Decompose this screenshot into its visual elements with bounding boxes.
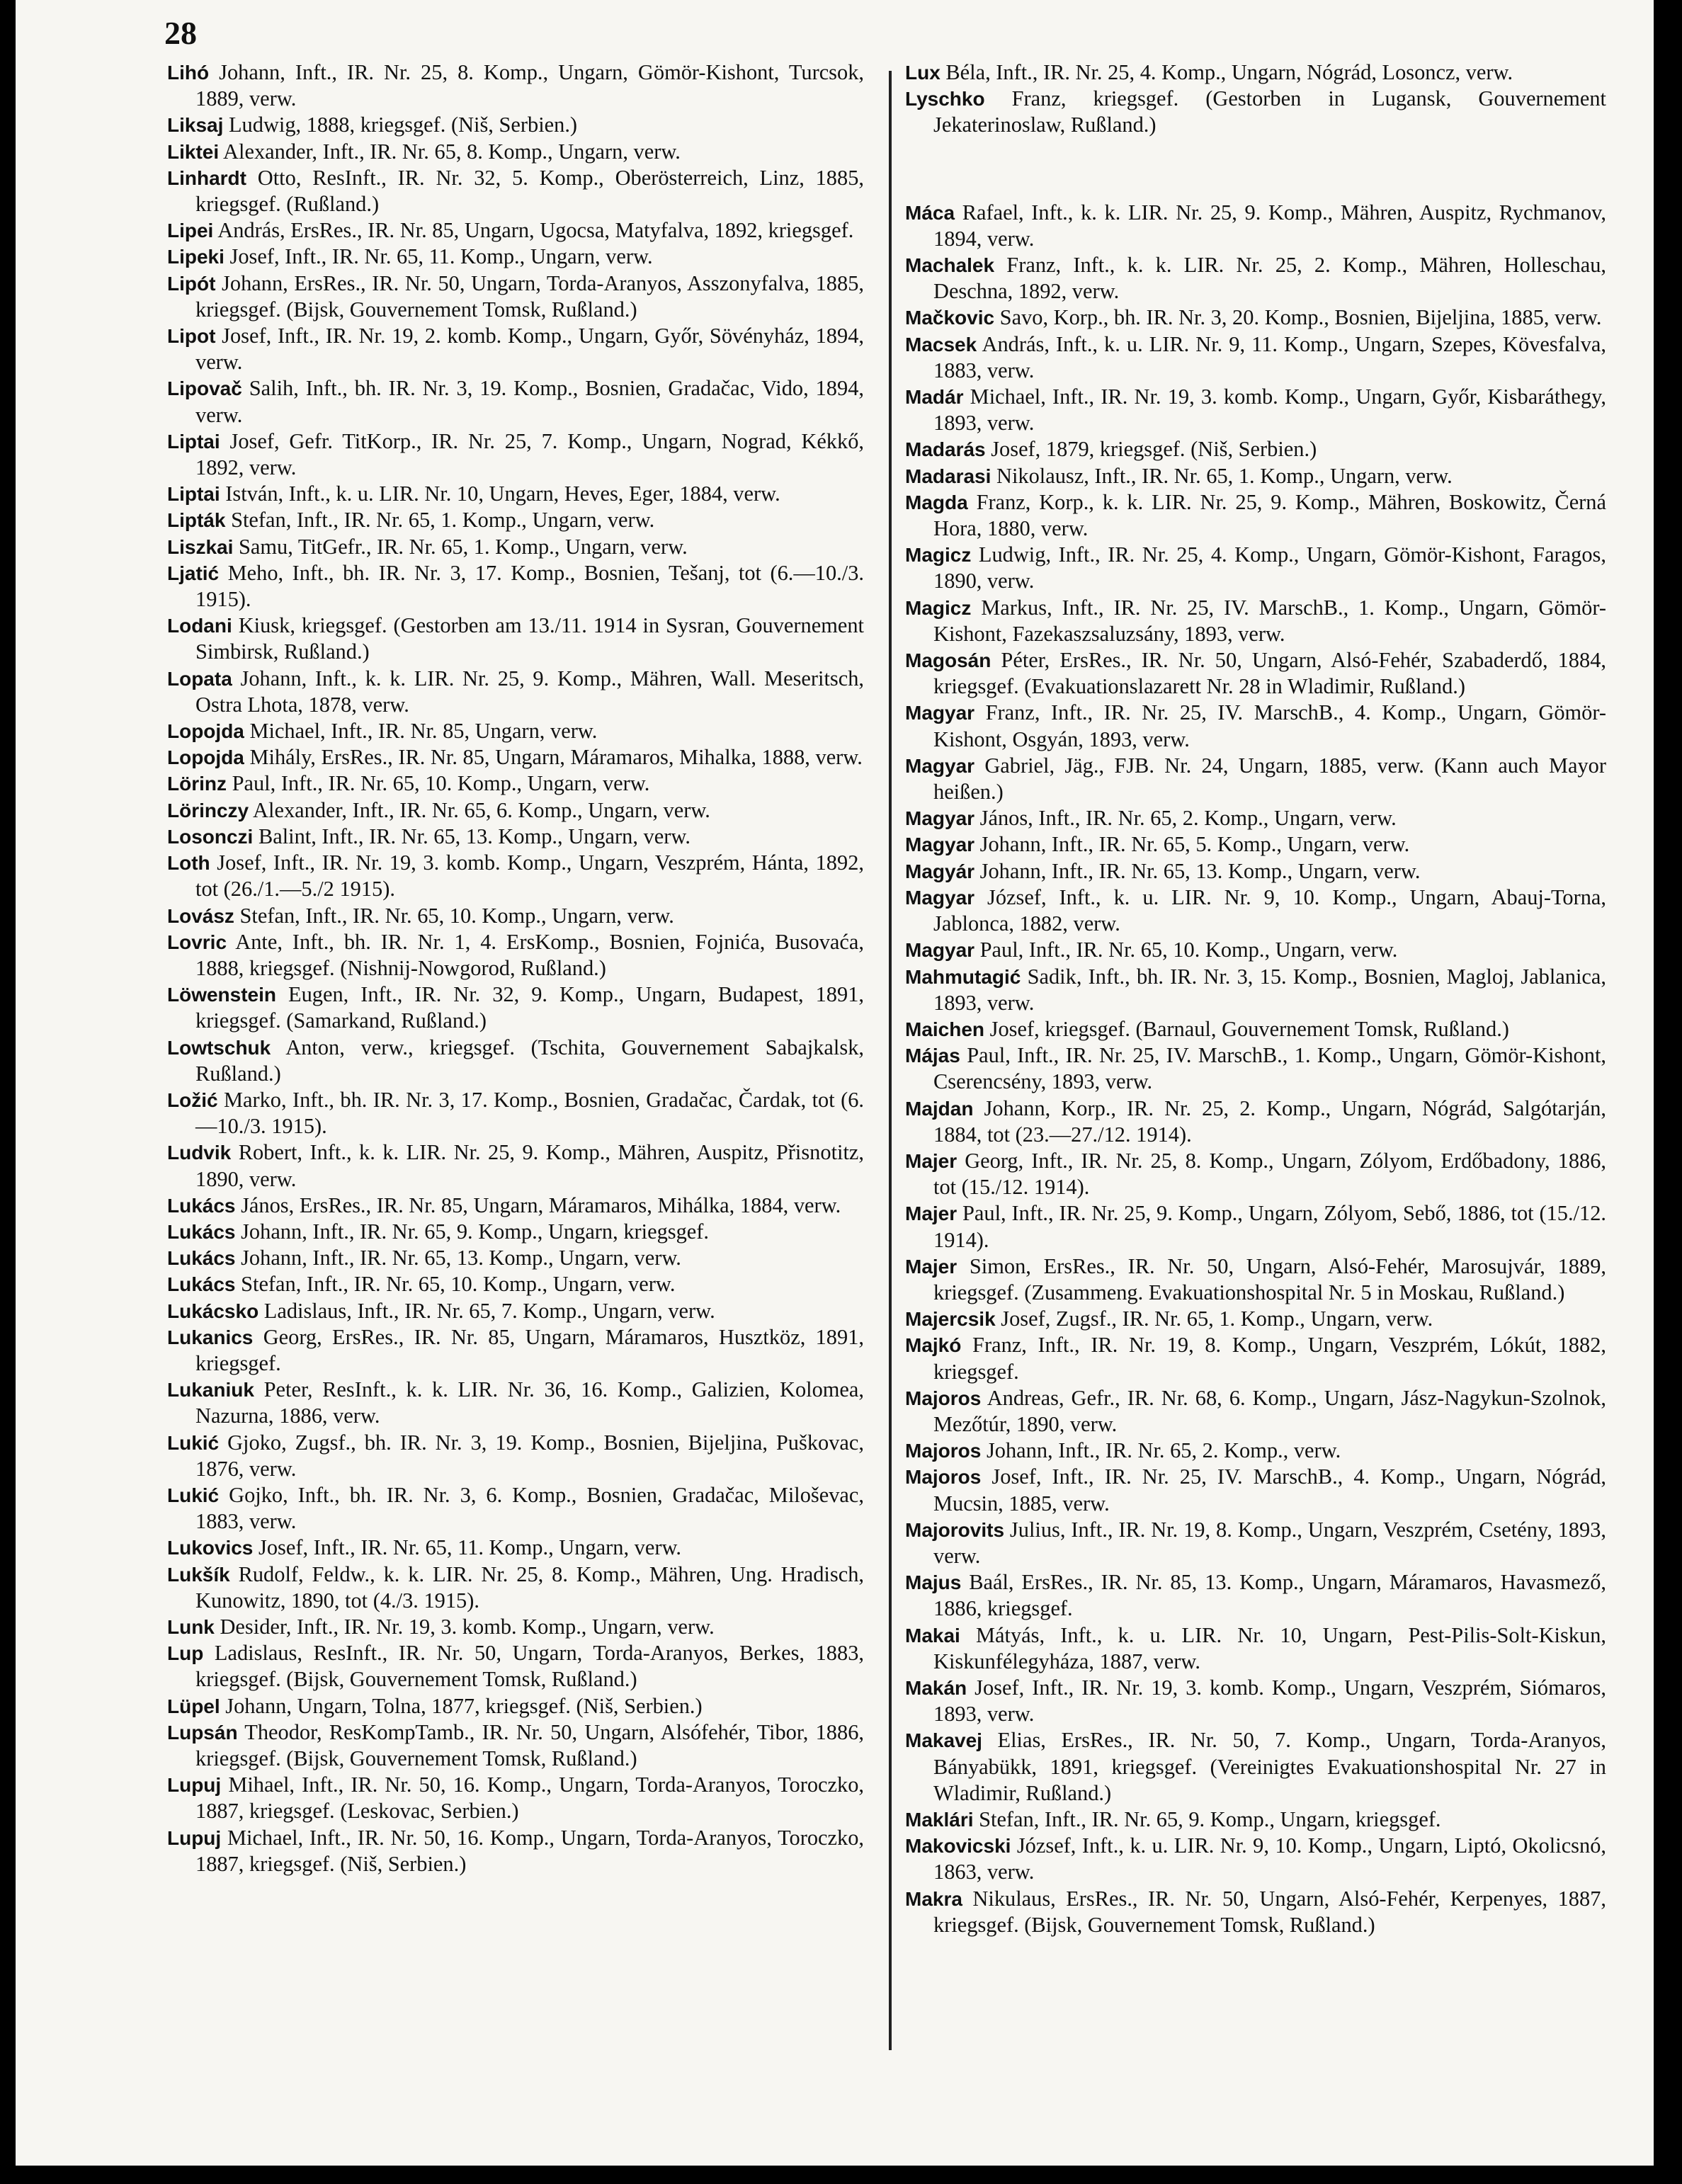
register-entry — [905, 331, 1606, 384]
section-gap — [905, 139, 1606, 200]
entry-surname: Magyar — [905, 834, 975, 856]
register-entry — [167, 982, 864, 1034]
register-entry — [167, 1719, 864, 1772]
register-entry — [167, 1193, 864, 1219]
entry-surname: Lopojda — [167, 746, 244, 769]
entry-surname: Loth — [167, 852, 210, 875]
entry-details: József, Inft., k. u. LIR. Nr. 9, 10. Komp., Ungarn, Liptó, Okolicsnó, 1863, verw. — [933, 1833, 1606, 1884]
entry-details: Baál, ErsRes., IR. Nr. 85, 13. Komp., Ungarn, Máramaros, Havasmező, 1886, kriegsgef. — [933, 1570, 1606, 1621]
entry-details: András, Inft., k. u. LIR. Nr. 9, 11. Komp., Ungarn, Szepes, Kövesfalva, 1883, verw. — [933, 331, 1606, 382]
entry-surname: Lukácsko — [167, 1299, 259, 1322]
entry-details: Josef, Inft., IR. Nr. 19, 2. komb. Komp., Ungarn, Győr, Sövényház, 1894, verw. — [195, 324, 864, 375]
entry-details: Franz, Inft., k. k. LIR. Nr. 25, 2. Komp., Mähren, Holleschau, Deschna, 1892, verw. — [933, 253, 1606, 304]
entry-surname: Magyar — [905, 886, 975, 909]
entry-details: Elias, ErsRes., IR. Nr. 50, 7. Komp., Ungarn, Torda-Aranyos, Bányabükk, 1891, kriegsgef. (Vereinigtes Evakuationshospital Nr. 27 in Wladimir, Rußland.) — [933, 1728, 1606, 1805]
register-entry — [167, 1219, 864, 1245]
entry-details: Rafael, Inft., k. k. LIR. Nr. 25, 9. Komp., Mähren, Auspitz, Rychmanov, 1894, verw. — [933, 200, 1606, 251]
entry-surname: Májas — [905, 1045, 960, 1067]
entry-details: Mihael, Inft., IR. Nr. 50, 16. Komp., Ungarn, Torda-Aranyos, Toroczko, 1887, kriegsgef. (Leskovac, Serbien.) — [195, 1773, 864, 1824]
entry-surname: Lukaniuk — [167, 1379, 254, 1401]
entry-details: Josef, Inft., IR. Nr. 19, 3. komb. Komp., Ungarn, Veszprém, Hánta, 1892, tot (26./1.—5./2 1915). — [195, 851, 864, 902]
register-entry — [167, 481, 864, 507]
entry-surname: Lörinz — [167, 773, 227, 795]
entry-details: Ladislaus, ResInft., IR. Nr. 50, Ungarn, Torda-Aranyos, Berkes, 1883, kriegsgef. (Bijsk, Gouvernement Tomsk, Rußland.) — [195, 1641, 864, 1692]
register-entry — [905, 1438, 1606, 1464]
entry-surname: Lopata — [167, 667, 232, 690]
register-entry — [905, 1096, 1606, 1148]
entry-surname: Madarás — [905, 438, 986, 461]
entry-details: Otto, ResInft., IR. Nr. 32, 5. Komp., Oberösterreich, Linz, 1885, kriegsgef. (Rußland.) — [195, 165, 864, 217]
register-entry — [167, 1245, 864, 1271]
entry-surname: Majkó — [905, 1334, 962, 1357]
entry-details: Georg, ErsRes., IR. Nr. 85, Ungarn, Máramaros, Husztköz, 1891, kriegsgef. — [195, 1324, 864, 1375]
entry-details: Eugen, Inft., IR. Nr. 32, 9. Komp., Ungarn, Budapest, 1891, kriegsgef. (Samarkand, Rußland.) — [195, 982, 864, 1033]
register-entry — [167, 1087, 864, 1139]
entry-surname: Majdan — [905, 1097, 974, 1120]
register-entry — [905, 1622, 1606, 1675]
register-entry — [167, 850, 864, 902]
entry-surname: Maichen — [905, 1018, 985, 1040]
entry-details: Josef, Inft., IR. Nr. 65, 11. Komp., Ungarn, verw. — [253, 1535, 682, 1560]
entry-details: Franz, kriegsgef. (Gestorben in Lugansk, Gouvernement Jekaterinoslaw, Rußland.) — [933, 86, 1606, 137]
entry-details: Johann, Inft., IR. Nr. 65, 2. Komp., verw. — [981, 1438, 1341, 1463]
entry-surname: Mačkovic — [905, 307, 995, 329]
entry-details: Franz, Korp., k. k. LIR. Nr. 25, 9. Komp., Mähren, Boskowitz, Černá Hora, 1880, verw. — [933, 489, 1606, 541]
register-entry — [905, 463, 1606, 489]
register-entry — [167, 1825, 864, 1877]
register-entry — [167, 666, 864, 718]
register-entry — [167, 1535, 864, 1561]
register-entry — [905, 700, 1606, 752]
entry-details: Ante, Inft., bh. IR. Nr. 1, 4. ErsKomp., Bosnien, Fojnića, Busovaća, 1888, kriegsgef. (Nishnij-Nowgorod, Rußland.) — [195, 929, 864, 980]
register-entry — [167, 1614, 864, 1640]
register-entry — [167, 770, 864, 797]
register-entry — [167, 824, 864, 850]
entry-surname: Lupsán — [167, 1721, 238, 1744]
entry-surname: Liktei — [167, 140, 220, 163]
scan-border-right — [1654, 0, 1682, 2184]
register-entry — [905, 805, 1606, 831]
entry-surname: Lukanics — [167, 1326, 254, 1348]
right-column — [905, 59, 1606, 1938]
register-entry — [167, 1430, 864, 1482]
entry-surname: Lopojda — [167, 720, 244, 743]
entry-surname: Lipei — [167, 220, 214, 242]
register-entry — [167, 428, 864, 481]
register-entry — [905, 252, 1606, 305]
entry-details: Josef, Inft., IR. Nr. 19, 3. komb. Komp., Ungarn, Veszprém, Siómaros, 1893, verw. — [933, 1675, 1606, 1727]
register-entry — [167, 1139, 864, 1192]
register-entry — [167, 929, 864, 982]
register-entry — [167, 323, 864, 375]
entry-surname: Liksaj — [167, 114, 224, 137]
column-divider — [889, 71, 892, 2050]
entry-details: Georg, Inft., IR. Nr. 25, 8. Komp., Ungarn, Zólyom, Erdőbadony, 1886, tot (15./12. 1914). — [933, 1148, 1606, 1200]
register-entry — [905, 647, 1606, 700]
entry-surname: Losonczi — [167, 825, 254, 848]
entry-surname: Majoros — [905, 1440, 982, 1462]
entry-details: Johann, Inft., k. k. LIR. Nr. 25, 9. Komp., Mähren, Wall. Meseritsch, Ostra Lhota, 1878, verw. — [195, 666, 864, 717]
entry-details: Michael, Inft., IR. Nr. 50, 16. Komp., Ungarn, Torda-Aranyos, Toroczko, 1887, kriegsgef. (Niš, Serbien.) — [195, 1825, 864, 1876]
register-entry — [905, 200, 1606, 252]
register-entry — [905, 885, 1606, 937]
entry-surname: Majus — [905, 1571, 962, 1594]
entry-details: Markus, Inft., IR. Nr. 25, IV. MarschB., 1. Komp., Ungarn, Gömör-Kishont, Fazekaszsaluzsány, 1893, verw. — [933, 595, 1606, 646]
entry-surname: Lyschko — [905, 88, 985, 110]
register-entry — [905, 542, 1606, 594]
entry-details: Anton, verw., kriegsgef. (Tschita, Gouvernement Sabajkalsk, Rußland.) — [195, 1035, 864, 1086]
entry-surname: Lukić — [167, 1431, 220, 1454]
register-entry — [905, 858, 1606, 885]
entry-details: Simon, ErsRes., IR. Nr. 50, Ungarn, Alsó-Fehér, Marosujvár, 1889, kriegsgef. (Zusammeng. Evakuationshospital Nr. 5 in Moskau, Rußland.) — [933, 1253, 1606, 1304]
register-entry — [905, 1833, 1606, 1885]
entry-details: Stefan, Inft., IR. Nr. 65, 1. Komp., Ungarn, verw. — [225, 508, 655, 533]
register-entry — [905, 305, 1606, 331]
entry-details: Paul, Inft., IR. Nr. 65, 10. Komp., Ungarn, verw. — [974, 938, 1398, 962]
entry-surname: Magicz — [905, 544, 972, 567]
entry-surname: Majer — [905, 1202, 958, 1225]
entry-details: István, Inft., k. u. LIR. Nr. 10, Ungarn, Heves, Eger, 1884, verw. — [220, 482, 780, 506]
entry-details: Michael, Inft., IR. Nr. 85, Ungarn, verw. — [244, 719, 598, 744]
entry-details: János, ErsRes., IR. Nr. 85, Ungarn, Máramaros, Mihálka, 1884, verw. — [235, 1193, 841, 1217]
register-entry — [905, 384, 1606, 436]
entry-surname: Lupuj — [167, 1774, 222, 1797]
entry-surname: Mahmutagić — [905, 965, 1021, 988]
entry-details: Johann, Inft., IR. Nr. 65, 13. Komp., Ungarn, verw. — [235, 1246, 681, 1270]
register-entry — [905, 595, 1606, 647]
entry-details: Ludwig, 1888, kriegsgef. (Niš, Serbien.) — [223, 113, 578, 137]
entry-details: József, Inft., k. u. LIR. Nr. 9, 10. Komp., Ungarn, Abauj-Torna, Jablonca, 1882, verw. — [933, 885, 1606, 936]
entry-surname: Lodani — [167, 615, 232, 637]
register-entry — [905, 753, 1606, 805]
register-entry — [905, 1385, 1606, 1438]
entry-surname: Makovicski — [905, 1835, 1011, 1858]
entry-surname: Ludvik — [167, 1142, 232, 1164]
entry-surname: Lupuj — [167, 1826, 222, 1849]
entry-surname: Magyar — [905, 702, 975, 724]
entry-surname: Makra — [905, 1887, 962, 1910]
entry-details: Sadik, Inft., bh. IR. Nr. 3, 15. Komp., Bosnien, Magloj, Jablanica, 1893, verw. — [933, 964, 1606, 1015]
entry-surname: Macsek — [905, 333, 977, 356]
entry-surname: Lux — [905, 62, 941, 84]
entry-details: Gabriel, Jäg., FJB. Nr. 24, Ungarn, 1885, verw. (Kann auch Mayor heißen.) — [933, 753, 1606, 804]
entry-surname: Lup — [167, 1642, 204, 1665]
entry-details: Stefan, Inft., IR. Nr. 65, 9. Komp., Ungarn, kriegsgef. — [973, 1807, 1441, 1831]
register-entry — [905, 1464, 1606, 1516]
entry-surname: Lörinczy — [167, 799, 249, 821]
entry-details: Josef, 1879, kriegsgef. (Niš, Serbien.) — [985, 437, 1317, 462]
entry-details: Josef, Gefr. TitKorp., IR. Nr. 25, 7. Komp., Ungarn, Nograd, Kékkő, 1892, verw. — [195, 428, 864, 480]
register-entry — [167, 271, 864, 323]
entry-surname: Lüpel — [167, 1695, 220, 1717]
entry-surname: Liptai — [167, 430, 220, 453]
register-entry — [905, 1727, 1606, 1807]
register-entry — [167, 1298, 864, 1324]
entry-surname: Ljatić — [167, 562, 220, 584]
entry-details: Josef, Zugsf., IR. Nr. 65, 1. Komp., Ungarn, verw. — [995, 1307, 1433, 1331]
register-entry — [167, 112, 864, 138]
register-entry — [905, 1016, 1606, 1042]
entry-surname: Lukić — [167, 1484, 220, 1506]
entry-details: Nikolausz, Inft., IR. Nr. 65, 1. Komp., Ungarn, verw. — [991, 463, 1453, 488]
register-entry — [905, 86, 1606, 138]
entry-details: Paul, Inft., IR. Nr. 25, IV. MarschB., 1. Komp., Ungarn, Gömör-Kishont, Cserencsény, 1893, verw. — [933, 1043, 1606, 1094]
entry-details: János, Inft., IR. Nr. 65, 2. Komp., Ungarn, verw. — [974, 806, 1397, 831]
register-entry — [167, 718, 864, 744]
scan-border-left — [0, 0, 16, 2184]
entry-surname: Majer — [905, 1149, 958, 1172]
entry-details: Ladislaus, Inft., IR. Nr. 65, 7. Komp., Ungarn, verw. — [258, 1298, 715, 1323]
register-entry — [905, 436, 1606, 462]
entry-surname: Maklári — [905, 1809, 974, 1831]
register-entry — [905, 1675, 1606, 1727]
entry-details: Samu, TitGefr., IR. Nr. 65, 1. Komp., Ungarn, verw. — [233, 534, 688, 559]
entry-details: Kiusk, kriegsgef. (Gestorben am 13./11. 1914 in Sysran, Gouvernement Simbirsk, Rußland.) — [195, 613, 864, 664]
entry-surname: Majer — [905, 1255, 958, 1278]
register-entry — [905, 1200, 1606, 1253]
entry-surname: Majorovits — [905, 1518, 1005, 1541]
entry-surname: Ložić — [167, 1088, 218, 1111]
entry-surname: Lukovics — [167, 1537, 254, 1559]
register-entry — [167, 1640, 864, 1693]
register-entry — [905, 489, 1606, 542]
entry-details: Theodor, ResKompTamb., IR. Nr. 50, Ungarn, Alsófehér, Tibor, 1886, kriegsgef. (Bijsk, Gouvernement Tomsk, Rußland.) — [195, 1719, 864, 1770]
entry-details: Savo, Korp., bh. IR. Nr. 3, 20. Komp., Bosnien, Bijeljina, 1885, verw. — [994, 305, 1602, 330]
entry-details: Paul, Inft., IR. Nr. 65, 10. Komp., Ungarn, verw. — [227, 771, 650, 796]
entry-details: Franz, Inft., IR. Nr. 19, 8. Komp., Ungarn, Veszprém, Lókút, 1882, kriegsgef. — [933, 1333, 1606, 1384]
left-column — [167, 59, 864, 1877]
entry-surname: Löwenstein — [167, 984, 277, 1006]
register-entry — [905, 1253, 1606, 1306]
entry-details: Johann, Korp., IR. Nr. 25, 2. Komp., Ungarn, Nógrád, Salgótarján, 1884, tot (23.—27./12. 1914). — [933, 1096, 1606, 1147]
entry-surname: Magyár — [905, 860, 975, 882]
entry-details: Peter, ResInft., k. k. LIR. Nr. 36, 16. Komp., Galizien, Kolomea, Nazurna, 1886, verw. — [195, 1377, 864, 1428]
entry-details: Béla, Inft., IR. Nr. 25, 4. Komp., Ungarn, Nógrád, Losoncz, verw. — [940, 60, 1513, 84]
entry-surname: Makavej — [905, 1729, 982, 1752]
register-entry — [167, 560, 864, 613]
entry-surname: Machalek — [905, 254, 995, 277]
entry-details: Andreas, Gefr., IR. Nr. 68, 6. Komp., Ungarn, Jász-Nagykun-Szolnok, Mezőtúr, 1890, verw. — [933, 1385, 1606, 1436]
register-entry — [167, 1562, 864, 1614]
entry-surname: Magyar — [905, 807, 975, 830]
register-entry — [167, 165, 864, 217]
register-entry — [905, 964, 1606, 1016]
register-entry — [905, 1517, 1606, 1569]
entry-surname: Majoros — [905, 1466, 982, 1489]
entry-details: Alexander, Inft., IR. Nr. 65, 6. Komp., Ungarn, verw. — [249, 797, 710, 822]
entry-details: Nikulaus, ErsRes., IR. Nr. 50, Ungarn, Alsó-Fehér, Kerpenyes, 1887, kriegsgef. (Bijsk, Gouvernement Tomsk, Rußland.) — [933, 1886, 1606, 1937]
entry-details: Ludwig, Inft., IR. Nr. 25, 4. Komp., Ungarn, Gömör-Kishont, Faragos, 1890, verw. — [933, 542, 1606, 593]
register-entry — [905, 1332, 1606, 1384]
entry-details: Josef, kriegsgef. (Barnaul, Gouvernement Tomsk, Rußland.) — [984, 1016, 1509, 1041]
entry-surname: Lukács — [167, 1194, 236, 1217]
entry-surname: Magicz — [905, 596, 972, 619]
entry-surname: Lovric — [167, 931, 227, 953]
register-entry — [905, 1148, 1606, 1200]
register-entry — [905, 1569, 1606, 1622]
register-entry — [167, 1035, 864, 1087]
entry-details: Gojko, Inft., bh. IR. Nr. 3, 6. Komp., Bosnien, Gradačac, Miloševac, 1883, verw. — [195, 1482, 864, 1534]
entry-details: Josef, Inft., IR. Nr. 65, 11. Komp., Ungarn, verw. — [224, 244, 653, 269]
entry-surname: Madár — [905, 386, 964, 409]
entry-details: Josef, Inft., IR. Nr. 25, IV. MarschB., 4. Komp., Ungarn, Nógrád, Mucsin, 1885, verw. — [933, 1464, 1606, 1515]
entry-surname: Lovász — [167, 904, 234, 927]
entry-details: Johann, Inft., IR. Nr. 65, 9. Komp., Ungarn, kriegsgef. — [235, 1219, 709, 1244]
register-entry — [167, 744, 864, 770]
register-entry — [905, 831, 1606, 858]
entry-details: Rudolf, Feldw., k. k. LIR. Nr. 25, 8. Komp., Mähren, Ung. Hradisch, Kunowitz, 1890, tot (4./3. 1915). — [195, 1562, 864, 1613]
entry-details: Johann, ErsRes., IR. Nr. 50, Ungarn, Torda-Aranyos, Asszonyfalva, 1885, kriegsgef. (Bijsk, Gouvernement Tomsk, Rußland.) — [195, 271, 864, 322]
entry-surname: Lowtschuk — [167, 1036, 271, 1059]
register-entry — [167, 1324, 864, 1377]
register-entry — [167, 59, 864, 112]
entry-details: Michael, Inft., IR. Nr. 19, 3. komb. Komp., Ungarn, Győr, Kisbaráthegy, 1893, verw. — [933, 385, 1606, 436]
scan-border-bottom — [0, 2166, 1682, 2184]
register-entry — [167, 1693, 864, 1719]
register-entry — [167, 1377, 864, 1429]
register-entry — [905, 1807, 1606, 1833]
entry-surname: Magda — [905, 491, 968, 513]
entry-surname: Liptai — [167, 483, 220, 506]
register-entry — [167, 139, 864, 165]
entry-surname: Lipovač — [167, 377, 242, 400]
entry-surname: Magosán — [905, 649, 991, 672]
entry-details: Mátyás, Inft., k. u. LIR. Nr. 10, Ungarn, Pest-Pilis-Solt-Kiskun, Kiskunfélegyháza, 1887, verw. — [933, 1622, 1606, 1673]
entry-details: Marko, Inft., bh. IR. Nr. 3, 17. Komp., Bosnien, Gradačac, Čardak, tot (6.—10./3. 1915). — [195, 1087, 864, 1139]
register-entry — [167, 1271, 864, 1297]
entry-details: Gjoko, Zugsf., bh. IR. Nr. 3, 19. Komp., Bosnien, Bijeljina, Puškovac, 1876, verw. — [195, 1430, 864, 1481]
register-entry — [905, 1042, 1606, 1095]
register-entry — [167, 375, 864, 428]
entry-surname: Lipeki — [167, 246, 225, 268]
register-entry — [905, 937, 1606, 963]
register-entry — [167, 1772, 864, 1824]
entry-details: Balint, Inft., IR. Nr. 65, 13. Komp., Ungarn, verw. — [253, 824, 691, 848]
entry-surname: Lukács — [167, 1220, 236, 1243]
entry-details: Péter, ErsRes., IR. Nr. 50, Ungarn, Alsó-Fehér, Szabaderdő, 1884, kriegsgef. (Evakuationslazarett Nr. 28 in Wladimir, Rußland.) — [933, 648, 1606, 699]
entry-details: Johann, Ungarn, Tolna, 1877, kriegsgef. (Niš, Serbien.) — [220, 1693, 703, 1718]
entry-surname: Magyar — [905, 939, 975, 962]
page-number: 28 — [164, 15, 197, 51]
entry-surname: Madarasi — [905, 465, 991, 487]
register-entry — [167, 797, 864, 824]
register-entry — [167, 903, 864, 929]
register-entry — [167, 534, 864, 560]
entry-surname: Majoros — [905, 1387, 982, 1409]
register-entry — [167, 507, 864, 533]
entry-surname: Lipták — [167, 509, 226, 532]
entry-details: Salih, Inft., bh. IR. Nr. 3, 19. Komp., Bosnien, Gradačac, Vido, 1894, verw. — [195, 376, 864, 427]
entry-surname: Makán — [905, 1676, 967, 1699]
entry-surname: Lipót — [167, 272, 216, 295]
entry-details: András, ErsRes., IR. Nr. 85, Ungarn, Ugocsa, Matyfalva, 1892, kriegsgef. — [213, 218, 854, 243]
register-entry — [167, 613, 864, 665]
entry-surname: Lukács — [167, 1273, 236, 1296]
register-entry — [167, 244, 864, 270]
entry-surname: Liszkai — [167, 535, 234, 558]
entry-details: Stefan, Inft., IR. Nr. 65, 10. Komp., Ungarn, verw. — [235, 1272, 676, 1297]
register-entry — [905, 1886, 1606, 1938]
entry-surname: Lunk — [167, 1615, 215, 1638]
register-entry — [905, 1306, 1606, 1332]
entry-surname: Lukács — [167, 1247, 236, 1270]
entry-surname: Makai — [905, 1624, 960, 1646]
entry-details: Johann, Inft., IR. Nr. 65, 5. Komp., Ungarn, verw. — [974, 832, 1410, 857]
entry-surname: Linhardt — [167, 166, 246, 189]
entry-surname: Magyar — [905, 754, 975, 777]
entry-details: Johann, Inft., IR. Nr. 25, 8. Komp., Ungarn, Gömör-Kishont, Turcsok, 1889, verw. — [195, 60, 864, 111]
entry-details: Paul, Inft., IR. Nr. 25, 9. Komp., Ungarn, Zólyom, Sebő, 1886, tot (15./12. 1914). — [933, 1201, 1606, 1252]
entry-details: Johann, Inft., IR. Nr. 65, 13. Komp., Ungarn, verw. — [974, 858, 1421, 883]
register-entry — [167, 217, 864, 244]
entry-details: Franz, Inft., IR. Nr. 25, IV. MarschB., 4. Komp., Ungarn, Gömör-Kishont, Osgyán, 1893, verw. — [933, 700, 1606, 751]
entry-details: Stefan, Inft., IR. Nr. 65, 10. Komp., Ungarn, verw. — [234, 903, 674, 928]
entry-details: Alexander, Inft., IR. Nr. 65, 8. Komp., Ungarn, verw. — [219, 139, 681, 164]
entry-surname: Lihó — [167, 62, 210, 84]
entry-details: Julius, Inft., IR. Nr. 19, 8. Komp., Ungarn, Veszprém, Csetény, 1893, verw. — [933, 1517, 1606, 1568]
register-entry — [167, 1482, 864, 1535]
entry-details: Robert, Inft., k. k. LIR. Nr. 25, 9. Komp., Mähren, Auspitz, Přisnotitz, 1890, verw. — [195, 1140, 864, 1191]
entry-details: Desider, Inft., IR. Nr. 19, 3. komb. Komp., Ungarn, verw. — [214, 1614, 715, 1639]
entry-surname: Máca — [905, 201, 955, 224]
entry-surname: Lipot — [167, 325, 216, 348]
register-entry — [905, 59, 1606, 86]
entry-surname: Lukšík — [167, 1563, 230, 1586]
entry-details: Meho, Inft., bh. IR. Nr. 3, 17. Komp., Bosnien, Tešanj, tot (6.—10./3. 1915). — [195, 560, 864, 612]
entry-surname: Majercsik — [905, 1308, 996, 1331]
entry-details: Mihály, ErsRes., IR. Nr. 85, Ungarn, Máramaros, Mihalka, 1888, verw. — [244, 745, 863, 770]
